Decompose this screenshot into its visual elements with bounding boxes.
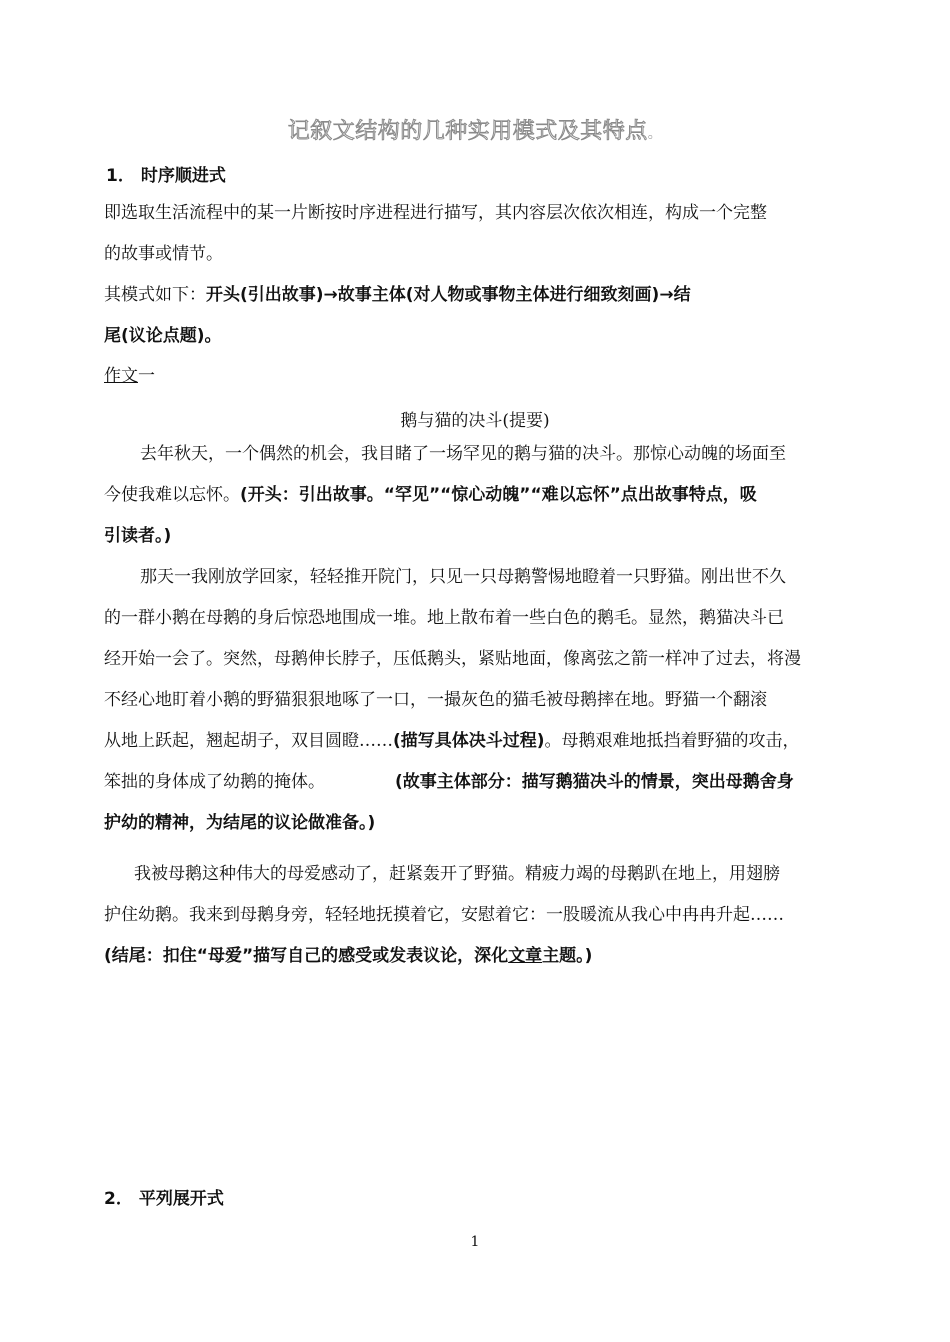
paragraph-line: 经开始一会了。突然，母鹅伸长脖子，压低鹅头，紧贴地面，像离弦之箭一样冲了过去，将漫 [104, 649, 801, 669]
annotation-note: 护幼的精神，为结尾的议论做准备。) [104, 813, 376, 833]
paragraph-line: 不经心地盯着小鹅的野猫狠狠地啄了一口，一撮灰色的猫毛被母鹅摔在地。野猫一个翻滚 [104, 690, 767, 710]
pattern-label: 其模式如下： [104, 285, 206, 305]
document-title [0, 114, 950, 145]
annotation-note: (开头：引出故事。“罕见”“惊心动魄”“难以忘怀”点出故事特点，吸 [240, 485, 757, 505]
annotation-part: (结尾：扣住“母爱”描写自己的感受或发表议论，深化 [104, 946, 509, 966]
paragraph-line: 即选取生活流程中的某一片断按时序进程进行描写，其内容层次依次相连，构成一个完整 [104, 203, 767, 223]
paragraph-line: 那天一我刚放学回家，轻轻推开院门，只见一只母鹅警惕地瞪着一只野猫。刚出世不久 [140, 567, 786, 587]
page-number: 1 [470, 1234, 480, 1250]
annotation-note: (故事主体部分：描写鹅猫决斗的情景，突出母鹅舍身 [395, 772, 794, 792]
paragraph-text: 今使我难以忘怀。 [104, 485, 240, 505]
annotation-note: 引读者。) [104, 526, 172, 546]
title-mark: 。 [647, 126, 663, 142]
section1-description [104, 193, 849, 275]
paragraph-line: 我被母鹅这种伟大的母爱感动了，赶紧轰开了野猫。精疲力竭的母鹅趴在地上，用翅膀 [134, 864, 780, 884]
annotation-note: (描写具体决斗过程) [393, 731, 545, 751]
essay-label [104, 356, 849, 397]
paragraph-text: 笨拙的身体成了幼鹅的掩体。 [104, 772, 325, 792]
section-heading-1 [106, 161, 226, 186]
paragraph-line: 的一群小鹅在母鹅的身后惊恐地围成一堆。地上散布着一些白色的鹅毛。显然，鹅猫决斗已 [104, 608, 784, 628]
annotation-part: 主题。) [542, 946, 593, 966]
essay-paragraph-1 [104, 434, 849, 557]
essay-paragraph-2 [104, 557, 849, 844]
title-text: 记叙文结构的几种实用模式及其特点 [287, 119, 648, 144]
paragraph-text: 从地上跃起，翘起胡子，双目圆瞪…… [104, 731, 393, 751]
section-heading-2 [104, 1184, 224, 1209]
section-name: 时序顺进式 [140, 166, 226, 186]
pattern-line: 尾(议论点题)。 [104, 326, 222, 346]
section-number: 1． [106, 166, 135, 186]
essay-label-underlined: 作文 [104, 366, 138, 386]
paragraph-line [104, 475, 849, 516]
pattern-text: 开头(引出故事)→故事主体(对人物或事物主体进行细致刻画)→结 [206, 285, 691, 305]
pattern-line [104, 275, 849, 316]
section-name: 平列展开式 [138, 1189, 224, 1209]
section-number: 2． [104, 1189, 133, 1209]
paragraph-text: 。母鹅艰难地抵挡着野猫的攻击， [544, 731, 800, 751]
section1-pattern [104, 275, 849, 357]
essay-title: 鹅与猫的决斗(提要) [400, 411, 550, 431]
essay-label-rest: 一 [138, 366, 155, 386]
essay-paragraph-3 [104, 854, 849, 977]
annotation-underlined: 文章 [508, 946, 543, 966]
paragraph-line: 去年秋天，一个偶然的机会，我目睹了一场罕见的鹅与猫的决斗。那惊心动魄的场面至 [140, 444, 786, 464]
paragraph-line: 护住幼鹅。我来到母鹅身旁，轻轻地抚摸着它，安慰着它：一股暖流从我心中冉冉升起…… [104, 905, 784, 925]
paragraph-line: 的故事或情节。 [104, 244, 223, 264]
paragraph-line [104, 721, 849, 762]
annotation-note [104, 936, 849, 977]
paragraph-line [104, 762, 849, 803]
